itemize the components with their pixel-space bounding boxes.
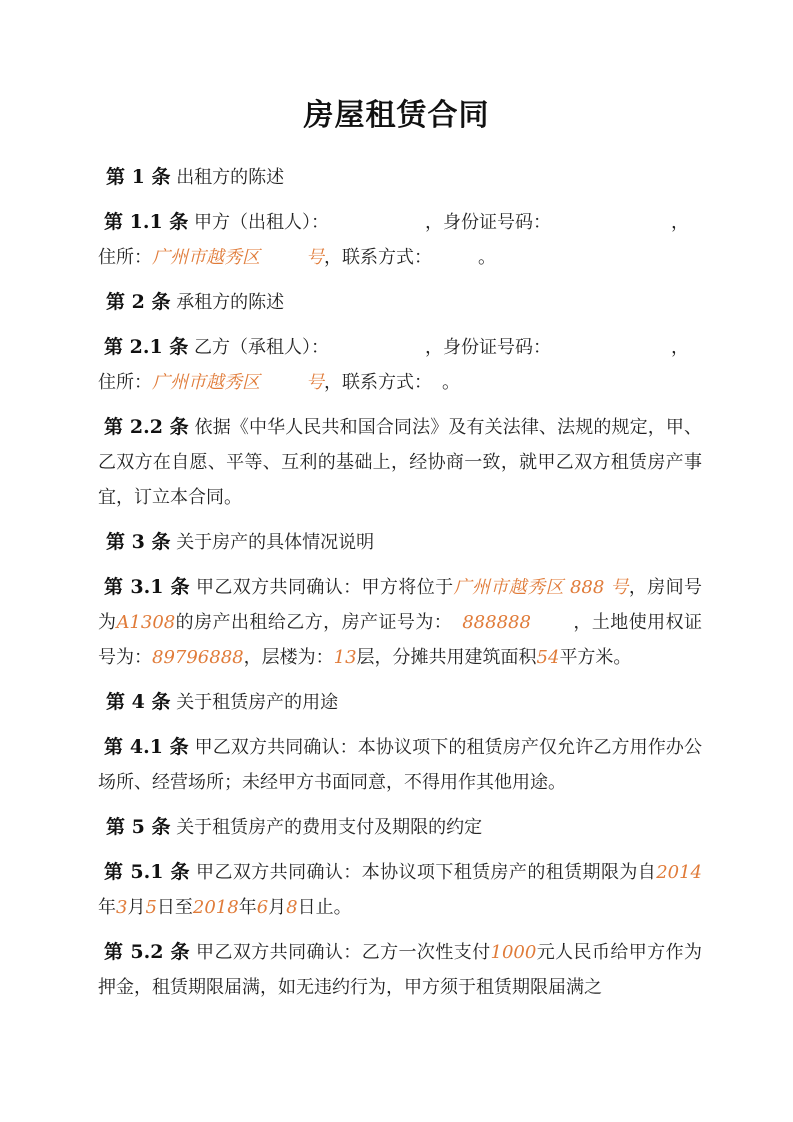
clause-text: ，联系方式： [324,247,432,268]
clause-number: 第 1.1 条 [104,211,189,233]
article-title: 承租方的陈述 [176,292,285,313]
document-title: 房屋租赁合同 [303,98,490,133]
article-number: 第 2 条 [106,291,171,313]
clause-text: 乙方（承租人）： [194,337,330,358]
address-value: 广州市越秀区 [152,372,260,393]
clause-4-1 [98,730,702,800]
end-year: 2018 [192,897,239,918]
clause-text: 层，分摊共用建筑面积 [356,647,537,668]
clause-text: 月 [268,897,287,918]
clause-text: 甲乙双方共同确认：本协议项下的租赁房产仅允许乙方用作办公场所、经营场所；未经甲方书面同意，不得用作其他用途。 [98,737,702,793]
clause-text: 年 [238,897,257,918]
clause-5-1 [98,855,702,925]
article-number: 第 5 条 [106,816,171,838]
clause-text: ，房间号为 [98,577,703,633]
contract-body [98,160,702,1015]
article-title: 出租方的陈述 [176,167,285,188]
clause-number: 第 5.1 条 [104,861,190,883]
clause-text: 月 [127,897,146,918]
clause-1-1 [98,205,702,275]
clause-text: 甲乙双方共同确认：乙方一次性支付 [196,942,491,963]
clause-text: 。 [442,372,460,393]
clause-text: ， [671,337,690,358]
start-year: 2014 [656,862,702,883]
clause-text: ，身份证号码： [425,212,552,233]
article-number: 第 4 条 [106,691,171,713]
end-day: 8 [286,897,298,918]
address-value: 广州市越秀区 [152,247,260,268]
article-number: 第 3 条 [106,531,171,553]
clause-text: ，土地使用权证号为： [98,612,703,668]
land-cert-number: 89796888 [152,647,244,668]
end-month: 6 [256,897,269,918]
address-suffix: 号 [306,247,324,268]
clause-text: 日止。 [297,897,352,918]
clause-2-1 [98,330,702,400]
clause-number: 第 4.1 条 [104,736,189,758]
article-5-heading [106,810,702,845]
article-title: 关于租赁房产的费用支付及期限的约定 [176,817,483,838]
clause-2-2 [98,410,702,515]
clause-5-2 [98,935,702,1005]
start-day: 5 [145,897,157,918]
clause-text: 。 [478,247,496,268]
clause-text: 平方米。 [559,647,632,668]
article-2-heading [106,285,702,320]
clause-number: 第 2.2 条 [104,416,189,438]
clause-text: ，身份证号码： [425,337,552,358]
clause-text: 住所： [98,247,152,268]
address-suffix: 号 [306,372,324,393]
deposit-amount: 1000 [490,942,537,963]
clause-text: 依据《中华人民共和国合同法》及有关法律、法规的规定，甲、乙双方在自愿、平等、互利的基础上，经协商一致，就甲乙双方租赁房产事宜，订立本合同。 [98,417,702,508]
article-3-heading [106,525,702,560]
article-title: 关于房产的具体情况说明 [176,532,375,553]
clause-text: 甲方（出租人）： [194,212,330,233]
clause-text: 甲乙双方共同确认：甲方将位于 [195,577,454,598]
clause-text: ，联系方式： [324,372,432,393]
clause-text: 年 [98,897,116,918]
article-title: 关于租赁房产的用途 [176,692,339,713]
article-1-heading [106,160,702,195]
clause-text: 甲乙双方共同确认：本协议项下租赁房产的租赁期限为自 [196,862,657,883]
property-address: 广州市越秀区 888 号 [453,577,629,598]
clause-number: 第 5.2 条 [104,941,190,963]
room-number: A1308 [116,612,176,633]
clause-text: 元人民币给甲方作为押金，租赁期限届满，如无违约行为，甲方须于租赁期限届满之 [98,942,702,998]
article-4-heading [106,685,702,720]
clause-text: ， [671,212,690,233]
clause-text: 的房产出租给乙方，房产证号为： [175,612,453,633]
clause-number: 第 2.1 条 [104,336,189,358]
clause-3-1 [98,570,702,675]
clause-text: 住所： [98,372,152,393]
floor-area: 54 [536,647,560,668]
floor-number: 13 [333,647,357,668]
clause-text: 日至 [156,897,193,918]
start-month: 3 [116,897,128,918]
clause-number: 第 3.1 条 [104,576,190,598]
property-cert-number: 888888 [462,612,531,633]
clause-text: ，层楼为： [243,647,334,668]
article-number: 第 1 条 [106,166,171,188]
